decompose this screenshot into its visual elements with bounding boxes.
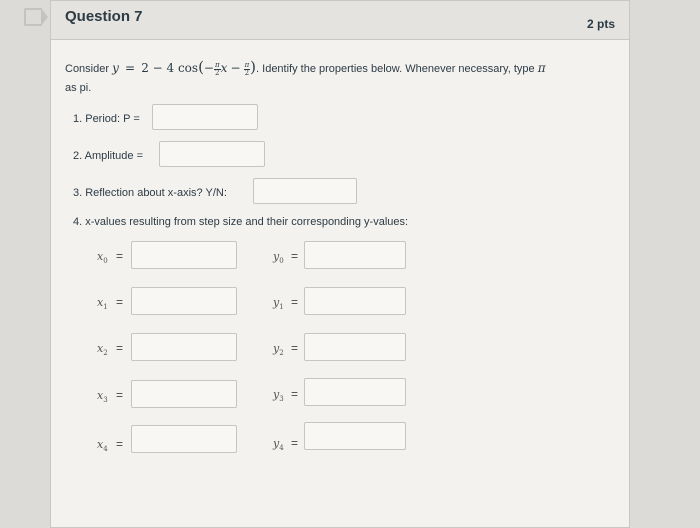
period-label: 1. Period: P = [73,113,140,125]
x1-equals: = [116,295,124,309]
prompt-frac-1 [214,62,221,77]
y0-input[interactable] [304,241,406,269]
question-card [50,0,630,528]
x2-label: $x_2$ [97,342,108,358]
x0-input[interactable] [131,241,237,269]
y1-input[interactable] [304,287,406,315]
question-points: 2 pts [586,17,615,31]
x3-equals: = [116,388,124,402]
x2-input[interactable] [131,333,237,361]
x0-label: $x_0$ [97,250,108,266]
frac-1-num: π [214,60,220,69]
x1-label: $x_1$ [97,296,108,312]
prompt-pi-symbol: π [537,61,546,75]
y2-label: $y_2$ [273,342,284,358]
prompt-instruction: . Identify the properties below. Whenever necessary, type [256,63,535,75]
y3-input[interactable] [304,378,406,406]
amplitude-label: 2. Amplitude = [73,150,144,162]
x0-equals: = [116,249,124,263]
prompt-instruction-end: as pi. [65,82,92,94]
y3-equals: = [291,387,299,401]
frac-2-den: 2 [244,68,250,77]
y1-label: $y_1$ [273,296,284,312]
x1-input[interactable] [131,287,237,315]
y4-input[interactable] [304,422,406,450]
question-header [51,1,629,40]
step-values-label: 4. x-values resulting from step size and their corresponding y-values: [73,216,409,228]
prompt-y-var: y [112,61,119,75]
y2-equals: = [291,341,299,355]
prompt-lead: Consider [65,63,110,75]
x4-label: $x_4$ [97,438,108,454]
amplitude-input[interactable] [159,141,265,167]
frac-2-num: π [244,60,250,69]
question-prompt [65,58,615,98]
y4-label: $y_4$ [273,437,284,453]
flag-icon[interactable] [24,8,42,26]
frac-1-den: 2 [215,68,220,77]
y3-label: $y_3$ [273,388,284,404]
x4-equals: = [116,437,124,451]
prompt-x-var: x [220,61,228,75]
x3-label: $x_3$ [97,389,108,405]
x2-equals: = [116,341,124,355]
prompt-open-paren: ( [198,58,204,76]
y0-label: $y_0$ [273,250,284,266]
question-title: Question 7 [65,8,143,25]
prompt-neg: − [203,61,214,75]
prompt-minus: − [230,61,241,75]
y2-input[interactable] [304,333,406,361]
reflection-label: 3. Reflection about x-axis? Y/N: [73,187,227,199]
x3-input[interactable] [131,380,237,408]
period-input[interactable] [152,104,258,130]
prompt-expr-start: 2 − 4 cos [141,61,199,75]
y0-equals: = [291,249,299,263]
x4-input[interactable] [131,425,237,453]
y4-equals: = [291,436,299,450]
prompt-equals: = [125,61,136,75]
y1-equals: = [291,295,299,309]
prompt-close-paren: ) [250,58,257,76]
reflection-input[interactable] [253,178,357,204]
